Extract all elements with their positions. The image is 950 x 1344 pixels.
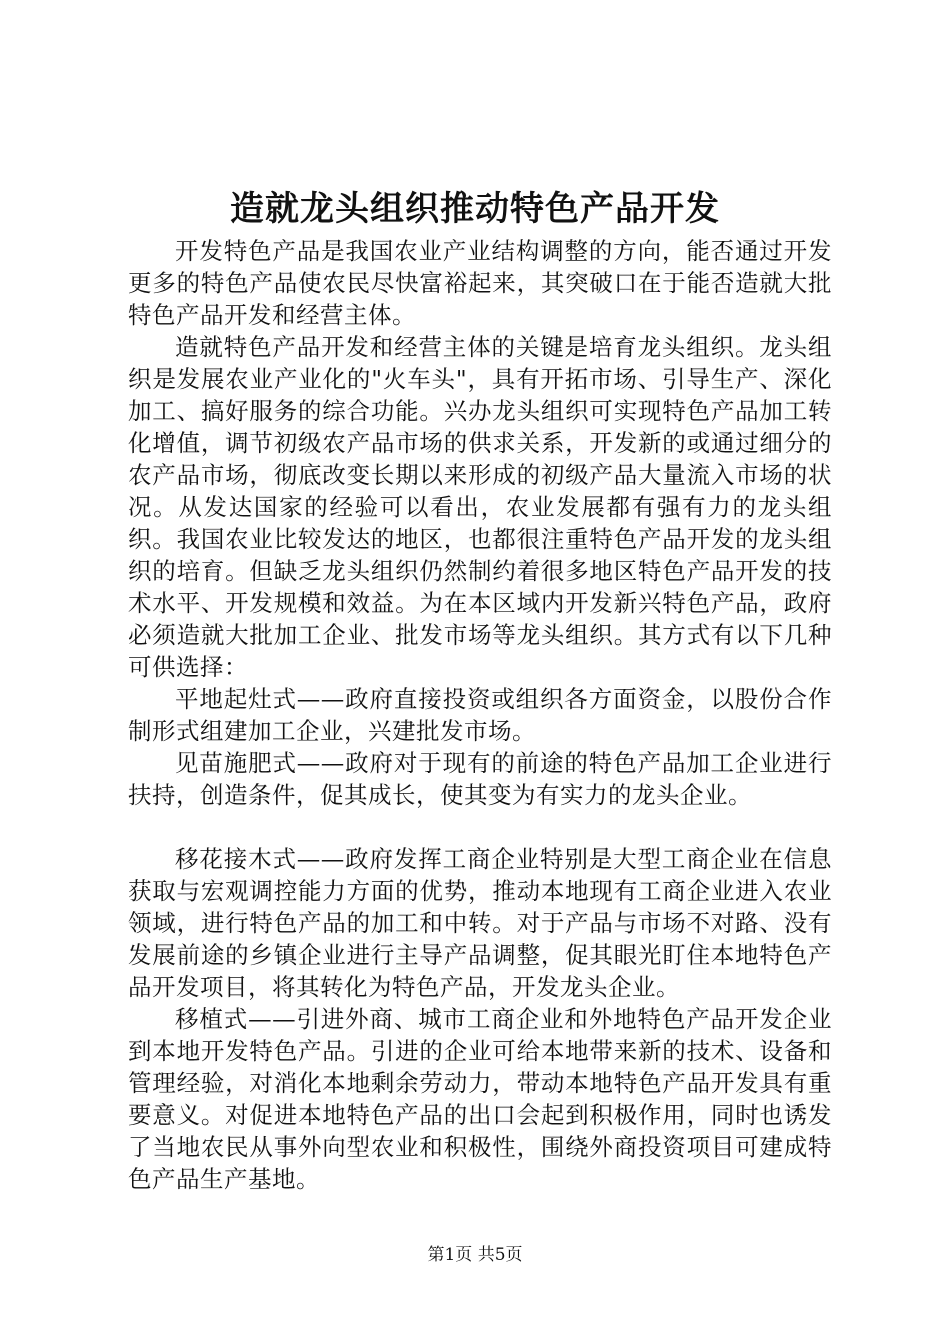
document-body [128,235,832,1195]
paragraph-key-organizations: 造就特色产品开发和经营主体的关键是培育龙头组织。龙头组织是发展农业产业化的"火车头"，具有开拓市场、引导生产、深化加工、搞好服务的综合功能。兴办龙头组织可实现特色产品加工转化增值，调节初级农产品市场的供求关系，开发新的或通过细分的农产品市场，彻底改变长期以来形成的初级产品大量流入市场的状况。从发达国家的经验可以看出，农业发展都有强有力的龙头组织。我国农业比较发达的地区，也都很注重特色产品开发的龙头组织的培育。但缺乏龙头组织仍然制约着很多地区特色产品开发的技术水平、开发规模和效益。为在本区域内开发新兴特色产品，政府必须造就大批加工企业、批发市场等龙头组织。其方式有以下几种可供选择： [128,333,832,681]
page-number-footer: 第1页 共5页 [427,1245,523,1265]
document-title: 造就龙头组织推动特色产品开发 [230,189,720,229]
paragraph-spacer [128,811,832,843]
paragraph-method-transplant: 移植式——引进外商、城市工商企业和外地特色产品开发企业到本地开发特色产品。引进的企业可给本地带来新的技术、设备和管理经验，对消化本地剩余劳动力，带动本地特色产品开发具有重要意义。对促进本地特色产品的出口会起到积极作用，同时也诱发了当地农民从事外向型农业和积极性，围绕外商投资项目可建成特色产品生产基地。 [128,1005,832,1193]
paragraph-intro: 开发特色产品是我国农业产业结构调整的方向，能否通过开发更多的特色产品使农民尽快富裕起来，其突破口在于能否造就大批特色产品开发和经营主体。 [128,237,832,329]
paragraph-method-ground-up: 平地起灶式——政府直接投资或组织各方面资金，以股份合作制形式组建加工企业，兴建批发市场。 [128,685,832,745]
paragraph-method-support-existing: 见苗施肥式——政府对于现有的前途的特色产品加工企业进行扶持，创造条件，促其成长，使其变为有实力的龙头企业。 [128,749,832,809]
paragraph-method-graft: 移花接木式——政府发挥工商企业特别是大型工商企业在信息获取与宏观调控能力方面的优势，推动本地现有工商企业进入农业领域，进行特色产品的加工和中转。对于产品与市场不对路、没有发展前途的乡镇企业进行主导产品调整，促其眼光盯住本地特色产品开发项目，将其转化为特色产品，开发龙头企业。 [128,845,832,1001]
